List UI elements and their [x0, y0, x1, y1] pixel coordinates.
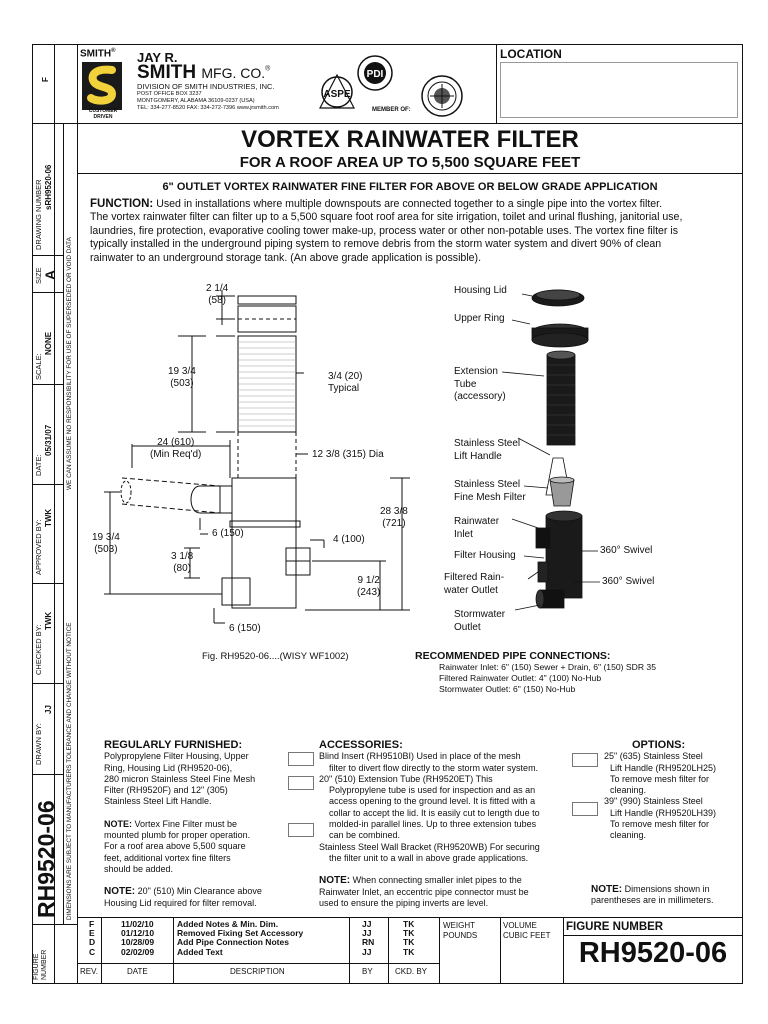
accessory-line: molded-in parallel lines. Up to three extension tubes — [329, 819, 537, 830]
revision-rev: D — [89, 937, 96, 948]
option-line: Lift Handle (RH9520LH25) — [610, 762, 717, 773]
dimensions-note-line: parentheses are in millimeters. — [591, 895, 714, 906]
clearance-note — [104, 886, 294, 909]
dim-19-3-4-left — [92, 532, 120, 556]
part-filtered-outlet — [444, 572, 504, 597]
dim-text: 9 1/2 — [357, 575, 380, 586]
accessory-line: access opening to the ground level. It is fitted with a — [329, 796, 536, 807]
company-name-line2 — [137, 62, 270, 84]
revision-ckd: TK — [403, 919, 415, 929]
pipe-connections-title: RECOMMENDED PIPE CONNECTIONS: — [415, 650, 611, 662]
furnished-note-line: For a roof area above 5,500 square — [104, 841, 246, 852]
dim-text: 2 1/4 — [206, 283, 229, 294]
side-sep — [32, 484, 63, 485]
volume-text: VOLUME — [503, 921, 537, 930]
pipe-connections — [415, 650, 656, 695]
furnished-line: Ring, Housing Lid (RH9520-06), — [104, 762, 233, 773]
side-figure-label: FIGURE NUMBER — [33, 949, 48, 980]
accessory-line: Polypropylene tube is used for inspection and as an — [329, 785, 536, 796]
dim-text: (721) — [382, 518, 406, 529]
accessories — [319, 740, 579, 909]
page-title: VORTEX RAINWATER FILTER — [241, 126, 579, 153]
title-block-top — [77, 917, 743, 918]
furnished-note-line: feet, additional vortex fine filters — [104, 852, 231, 863]
dim-text: (503) — [170, 378, 194, 389]
side-checked: TWK — [44, 611, 53, 630]
part-label: Stainless Steel — [454, 438, 521, 449]
dim-text: Typical — [328, 383, 360, 394]
dim-text: 19 3/4 — [168, 366, 196, 377]
accessory-line: Blind Insert (RH9510BI) Used in place of the mesh — [319, 751, 521, 762]
weight-text: WEIGHT — [443, 921, 475, 930]
revision-ckd: TK — [403, 946, 415, 957]
tb-desc-header: DESCRIPTION — [230, 967, 285, 976]
part-lift-handle — [454, 438, 520, 463]
figure-number: RH9520-06 — [578, 937, 728, 969]
weight-label — [443, 921, 477, 941]
customer-driven-text: CUSTOMER DRIVEN — [88, 108, 118, 120]
furnished-note-text: Vortex Fine Filter must be — [134, 818, 238, 829]
side-sep — [32, 255, 63, 256]
tb-ckd-header: CKD. BY — [395, 967, 428, 976]
dim-6-150-outlet: 6 (150) — [229, 623, 261, 634]
furnished-note-label: NOTE: — [104, 818, 132, 829]
option-line: To remove mesh filter for — [610, 819, 710, 830]
blind-insert-checkbox[interactable] — [288, 752, 314, 766]
revision-row — [77, 948, 439, 957]
company-contact: TEL: 334-277-8520 FAX: 334-272-7396 www.jrsmith.com — [137, 105, 279, 111]
part-label: Lift Handle — [454, 450, 502, 462]
side-scale-label: SCALE: — [34, 353, 43, 380]
pipe-connection-2: Filtered Rainwater Outlet: 4" (100) No-Hub — [439, 673, 602, 683]
dim-text: (80) — [173, 563, 192, 574]
dim-2-1-4 — [206, 283, 228, 307]
revision-ckd: TK — [403, 928, 415, 939]
company-division: DIVISION OF SMITH INDUSTRIES, INC. — [137, 82, 275, 91]
furnished-title: REGULARLY FURNISHED: — [104, 739, 243, 751]
location-divider — [496, 44, 497, 123]
member-of-label: MEMBER OF: — [372, 107, 411, 113]
connection-note-line-1 — [319, 875, 579, 886]
accessory-line: collar to accept the lid. It is easily cut to length due to — [329, 807, 540, 818]
function-line-4: typically installed in the underground piping system to remove debris from the storm water system and divert 90% of clean — [90, 238, 662, 251]
dim-text: (243) — [357, 587, 381, 598]
tb-rev-header: REV. — [80, 967, 98, 976]
dim-3-4-typical — [328, 371, 362, 395]
side-sep — [32, 683, 63, 684]
dim-text: (Min Req'd) — [150, 449, 202, 460]
clearance-note-line-1 — [104, 886, 294, 897]
location-box — [500, 62, 738, 118]
side-drawn: JJ — [44, 705, 53, 714]
dim-text: 24 (610) — [157, 437, 195, 448]
furnished-note-line: mounted plumb for proper operation. — [104, 830, 251, 841]
part-label: Stormwater — [454, 609, 506, 620]
revision-desc: Removed Fixing Set Accessory — [177, 928, 304, 939]
dim-6-150-inlet: 6 (150) — [212, 528, 244, 539]
part-label: water Outlet — [444, 584, 498, 596]
tb-col — [500, 917, 501, 984]
side-sep — [32, 123, 77, 124]
part-swivel-2: 360° Swivel — [602, 576, 655, 587]
tb-col — [439, 917, 440, 984]
part-extension-tube — [454, 366, 506, 404]
connection-note-line: Rainwater Inlet, an eccentric pipe connector must be — [319, 886, 529, 897]
part-label: Stainless Steel — [454, 479, 521, 490]
side-disclaimer-1: WE CAN ASSUME NO RESPONSIBILITY FOR USE OF SUPERSEDED OR VOID DATA — [66, 237, 73, 490]
lift-handle-39-checkbox[interactable] — [572, 802, 598, 816]
connection-note-text: When connecting smaller inlet pipes to the — [352, 875, 522, 886]
furnished-note-line: should be added. — [104, 863, 174, 874]
company-name-smith: SMITH — [137, 62, 197, 83]
part-label: Fine Mesh Filter — [454, 491, 526, 503]
side-figure-number: RH9520-06 — [33, 800, 59, 918]
revision-by: JJ — [362, 928, 372, 939]
page-subtitle: FOR A ROOF AREA UP TO 5,500 SQUARE FEET — [239, 154, 581, 171]
option-line: cleaning. — [610, 785, 647, 796]
revision-by: RN — [362, 937, 375, 948]
part-label: (accessory) — [454, 391, 506, 402]
option-line: To remove mesh filter for — [610, 773, 710, 784]
side-drawing-number-label: DRAWING NUMBER — [34, 179, 43, 250]
dim-text: 19 3/4 — [92, 532, 120, 543]
figure-label-rule — [563, 935, 743, 936]
part-rainwater-inlet — [454, 516, 499, 541]
revision-desc: Added Text — [177, 946, 223, 957]
side-rev-letter: F — [41, 77, 50, 82]
revision-rev: E — [89, 928, 95, 939]
accessory-line: the filter unit to a wall in above grade applications. — [329, 852, 529, 863]
side-scale: NONE — [44, 331, 53, 355]
revision-date: 02/02/09 — [121, 946, 155, 957]
revision-date: 01/12/10 — [121, 928, 155, 939]
part-mesh-filter — [454, 479, 526, 504]
function-text-1: Used in installations where multiple downspouts are connected together to a single pipe into the vortex filter. — [156, 198, 663, 210]
connection-note-line: used to ensure the piping inverts are level. — [319, 897, 489, 908]
revision-date: 10/28/09 — [121, 937, 155, 948]
dim-text: 28 3/8 — [380, 506, 408, 517]
subtitle-rule — [77, 173, 743, 174]
side-checked-label: CHECKED BY: — [34, 624, 43, 675]
header-bottom-rule — [77, 123, 743, 124]
option-line: cleaning. — [610, 830, 647, 841]
side-approved: TWK — [44, 508, 53, 527]
dim-28-3-8 — [380, 506, 408, 530]
revision-rev: F — [89, 919, 95, 929]
pipe-connection-1: Rainwater Inlet: 6" (150) Sewer + Drain, 6" (150) SDR 35 — [439, 662, 656, 672]
dimensions-note-label: NOTE: — [591, 884, 623, 895]
side-date-label: DATE: — [34, 454, 43, 476]
dim-9-1-2 — [357, 575, 380, 599]
side-sep — [32, 774, 63, 775]
company-name-line1: JAY R. — [137, 50, 178, 65]
tb-by-header: BY — [362, 967, 373, 976]
subheading: 6" OUTLET VORTEX RAINWATER FINE FILTER FOR ABOVE OR BELOW GRADE APPLICATION — [162, 181, 658, 193]
revision-by: JJ — [362, 919, 372, 929]
furnished-note-line-1 — [104, 819, 294, 830]
wall-bracket-checkbox[interactable] — [288, 823, 314, 837]
revision-desc: Added Notes & Min. Dim. — [177, 919, 279, 929]
dim-3-1-8 — [171, 551, 193, 575]
dim-12-3-8: 12 3/8 (315) Dia — [312, 449, 384, 460]
furnished-note — [104, 819, 294, 875]
logo-smith-label — [80, 48, 116, 59]
dimension-drawing — [80, 278, 440, 643]
part-swivel-1: 360° Swivel — [600, 545, 653, 556]
pdi-badge — [356, 54, 394, 92]
accessory-line: filter to divert flow directly to the storm water system. — [329, 762, 539, 773]
dimensions-note — [591, 884, 741, 907]
function-line-5: rainwater to an underground storage tank. (An above grade application is possible). — [90, 251, 482, 264]
svg-text:PDI: PDI — [366, 69, 384, 80]
clearance-note-label: NOTE: — [104, 886, 136, 898]
part-filter-housing: Filter Housing — [454, 550, 516, 561]
dim-19-3-4-top — [168, 366, 196, 390]
part-label: Rainwater — [454, 516, 500, 527]
furnished-line: Filter (RH9520F) and 12" (305) — [104, 785, 228, 796]
part-label: Inlet — [454, 528, 473, 540]
part-label: Outlet — [454, 621, 481, 633]
side-drawing-number: sRH9520-06 — [44, 164, 53, 210]
dim-text: 3/4 (20) — [328, 371, 363, 382]
function-line-1 — [90, 198, 740, 211]
connection-note-label: NOTE: — [319, 875, 351, 887]
location-label: LOCATION — [500, 47, 562, 61]
lift-handle-25-checkbox[interactable] — [572, 753, 598, 767]
side-size-label: SIZE — [34, 267, 43, 284]
extension-tube-checkbox[interactable] — [288, 776, 314, 790]
function-label: FUNCTION: — [90, 198, 154, 210]
dimensions-note-text: Dimensions shown in — [624, 884, 710, 894]
logo-smith-text: SMITH — [80, 48, 112, 60]
regularly-furnished — [104, 740, 294, 909]
company-logo — [82, 62, 122, 110]
side-drawn-label: DRAWN BY: — [34, 723, 43, 765]
option-line: 39" (990) Stainless Steel — [604, 796, 703, 807]
connection-note — [319, 875, 579, 909]
side-sep — [32, 583, 63, 584]
option-line: 25" (635) Stainless Steel — [604, 751, 703, 762]
function-line-2: The vortex rainwater filter can filter up to a 5,500 square foot roof area for site irrigation, toilet and urinal flushing, janitorial use, — [90, 211, 683, 224]
furnished-line: Stainless Steel Lift Handle. — [104, 796, 212, 807]
options — [604, 740, 740, 842]
function-paragraph — [90, 198, 740, 265]
furnished-line: 280 micron Stainless Steel Fine Mesh — [104, 773, 256, 784]
svg-text:ASPE: ASPE — [323, 89, 351, 100]
pounds-text: POUNDS — [443, 931, 478, 940]
certification-seal — [420, 74, 464, 118]
side-disclaimer-2: DIMENSIONS ARE SUBJECT TO MANUFACTURERS TOLERANCE AND CHANGE WITHOUT NOTICE — [66, 622, 73, 920]
accessories-title: ACCESSORIES: — [319, 739, 403, 751]
company-city: MONTGOMERY, ALABAMA 36109-0237 (USA) — [137, 98, 255, 104]
accessory-line: Stainless Steel Wall Bracket (RH9520WB) For securing — [319, 841, 540, 852]
revision-by: JJ — [362, 946, 372, 957]
revision-ckd: TK — [403, 937, 415, 948]
revision-date: 11/02/10 — [121, 919, 154, 929]
part-label: Tube — [454, 378, 477, 390]
side-sep — [32, 292, 63, 293]
title-block-header-rule — [77, 963, 439, 964]
furnished-line: Polypropylene Filter Housing, Upper — [104, 751, 249, 762]
cubic-feet-text: CUBIC FEET — [503, 931, 551, 940]
part-label: Extension — [454, 366, 498, 377]
clearance-note-text: 20" (510) Min Clearance above — [137, 886, 262, 897]
figure-caption: Fig. RH9520-06....(WISY WF1002) — [202, 651, 349, 662]
dim-4-100: 4 (100) — [333, 534, 365, 545]
volume-label — [503, 921, 551, 941]
dimensions-note-line-1 — [591, 884, 741, 895]
company-po-box: POST OFFICE BOX 3237 — [137, 91, 202, 97]
function-line-3: laundries, fire protection, evaporative cooling tower make-up, process water or other non-potable uses. The vortex fine filter is — [90, 224, 679, 237]
revision-rev: C — [89, 946, 96, 957]
clearance-note-line: Housing Lid required for filter removal. — [104, 897, 257, 908]
dim-text: (503) — [94, 544, 118, 555]
side-approved-label: APPROVED BY: — [34, 519, 43, 575]
aspe-badge — [316, 72, 358, 112]
option-line: Lift Handle (RH9520LH39) — [610, 807, 717, 818]
side-divider-2 — [63, 123, 64, 924]
dim-24 — [150, 437, 201, 461]
tb-date-header: DATE — [127, 967, 148, 976]
accessory-line: can be combined. — [329, 830, 401, 841]
logo-reg-mark: ® — [111, 48, 116, 54]
options-title: OPTIONS: — [632, 739, 686, 751]
dim-text: (58) — [208, 295, 227, 306]
figure-number-label: FIGURE NUMBER — [566, 921, 664, 933]
side-sep — [32, 384, 63, 385]
part-label: Filtered Rain- — [444, 572, 505, 583]
company-name-suffix: MFG. CO. — [201, 65, 266, 81]
part-upper-ring: Upper Ring — [454, 313, 505, 324]
side-size: A — [42, 269, 58, 280]
company-reg-mark: ® — [265, 65, 271, 73]
revision-desc: Add Pipe Connection Notes — [177, 937, 289, 948]
accessory-line: 20" (510) Extension Tube (RH9520ET) This — [319, 773, 493, 784]
revision-table — [77, 920, 439, 957]
part-stormwater-outlet — [454, 609, 505, 634]
side-date: 05/31/07 — [44, 424, 53, 456]
part-housing-lid: Housing Lid — [454, 285, 507, 296]
pipe-connection-3: Stormwater Outlet: 6" (150) No-Hub — [439, 684, 576, 694]
dim-text: 3 1/8 — [171, 551, 194, 562]
